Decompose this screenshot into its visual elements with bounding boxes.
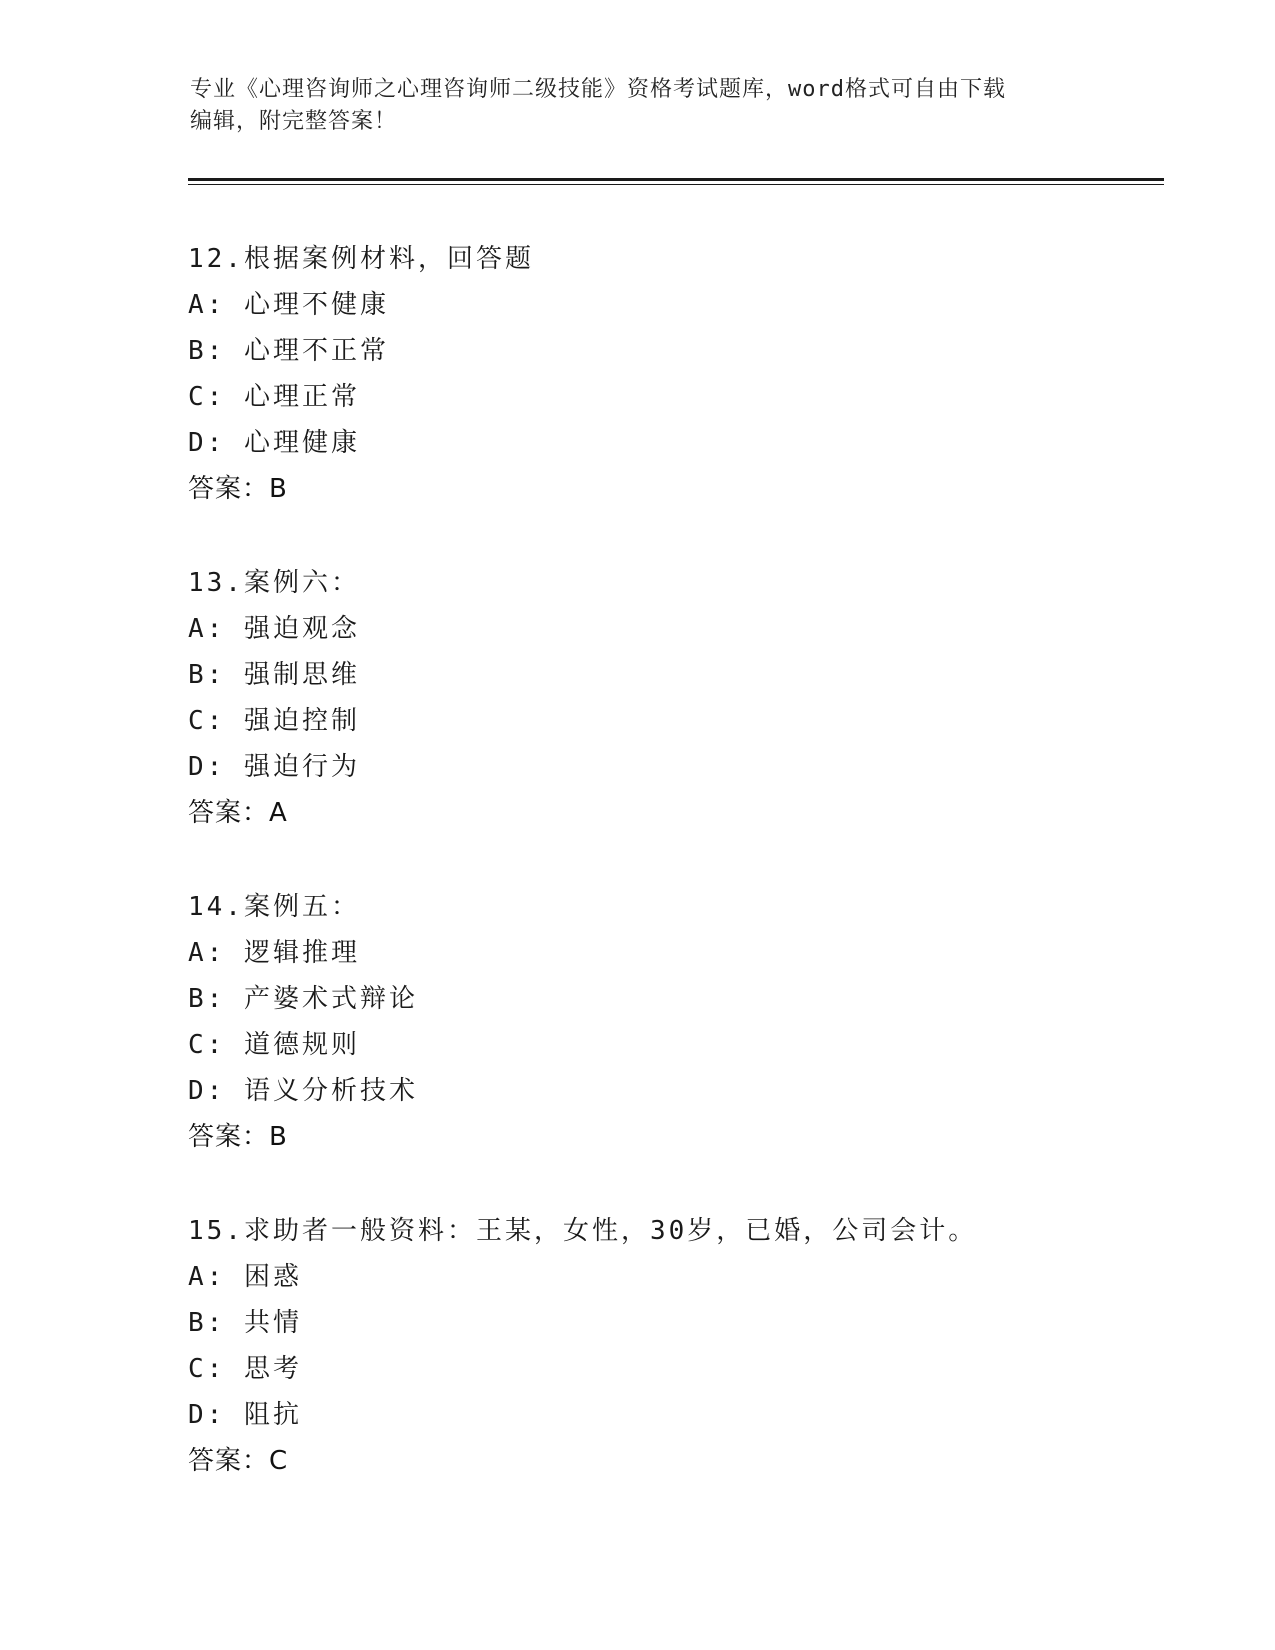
question-13	[188, 560, 1148, 836]
option-b: B: 强制思维	[188, 660, 360, 690]
question-list	[188, 236, 1148, 1532]
document-header	[190, 74, 1090, 138]
question-stem: 13.案例六：	[188, 568, 360, 598]
header-line-1: 专业《心理咨询师之心理咨询师二级技能》资格考试题库，word格式可自由下载	[190, 77, 1006, 102]
option-b: B: 心理不正常	[188, 336, 389, 366]
answer-line: 答案：B	[188, 1122, 288, 1152]
option-d: D: 心理健康	[188, 428, 360, 458]
header-rule-thin	[188, 184, 1164, 185]
option-a: A: 心理不健康	[188, 290, 389, 320]
question-15	[188, 1208, 1148, 1484]
answer-line: 答案：B	[188, 474, 288, 504]
option-d: D: 强迫行为	[188, 752, 360, 782]
option-b: B: 共情	[188, 1308, 302, 1338]
question-stem: 14.案例五：	[188, 892, 360, 922]
option-c: C: 思考	[188, 1354, 302, 1384]
option-c: C: 强迫控制	[188, 706, 360, 736]
option-c: C: 道德规则	[188, 1030, 360, 1060]
answer-line: 答案：A	[188, 798, 288, 828]
question-14	[188, 884, 1148, 1160]
option-a: A: 强迫观念	[188, 614, 360, 644]
option-d: D: 语义分析技术	[188, 1076, 418, 1106]
answer-line: 答案：C	[188, 1446, 289, 1476]
option-b: B: 产婆术式辩论	[188, 984, 418, 1014]
option-c: C: 心理正常	[188, 382, 360, 412]
question-12	[188, 236, 1148, 512]
option-a: A: 困惑	[188, 1262, 302, 1292]
option-a: A: 逻辑推理	[188, 938, 360, 968]
header-rule-thick	[188, 178, 1164, 181]
option-d: D: 阻抗	[188, 1400, 302, 1430]
header-line-2: 编辑，附完整答案！	[190, 109, 398, 134]
question-stem: 15.求助者一般资料：王某，女性，30岁，已婚，公司会计。	[188, 1216, 978, 1246]
question-stem: 12.根据案例材料，回答题	[188, 244, 534, 274]
